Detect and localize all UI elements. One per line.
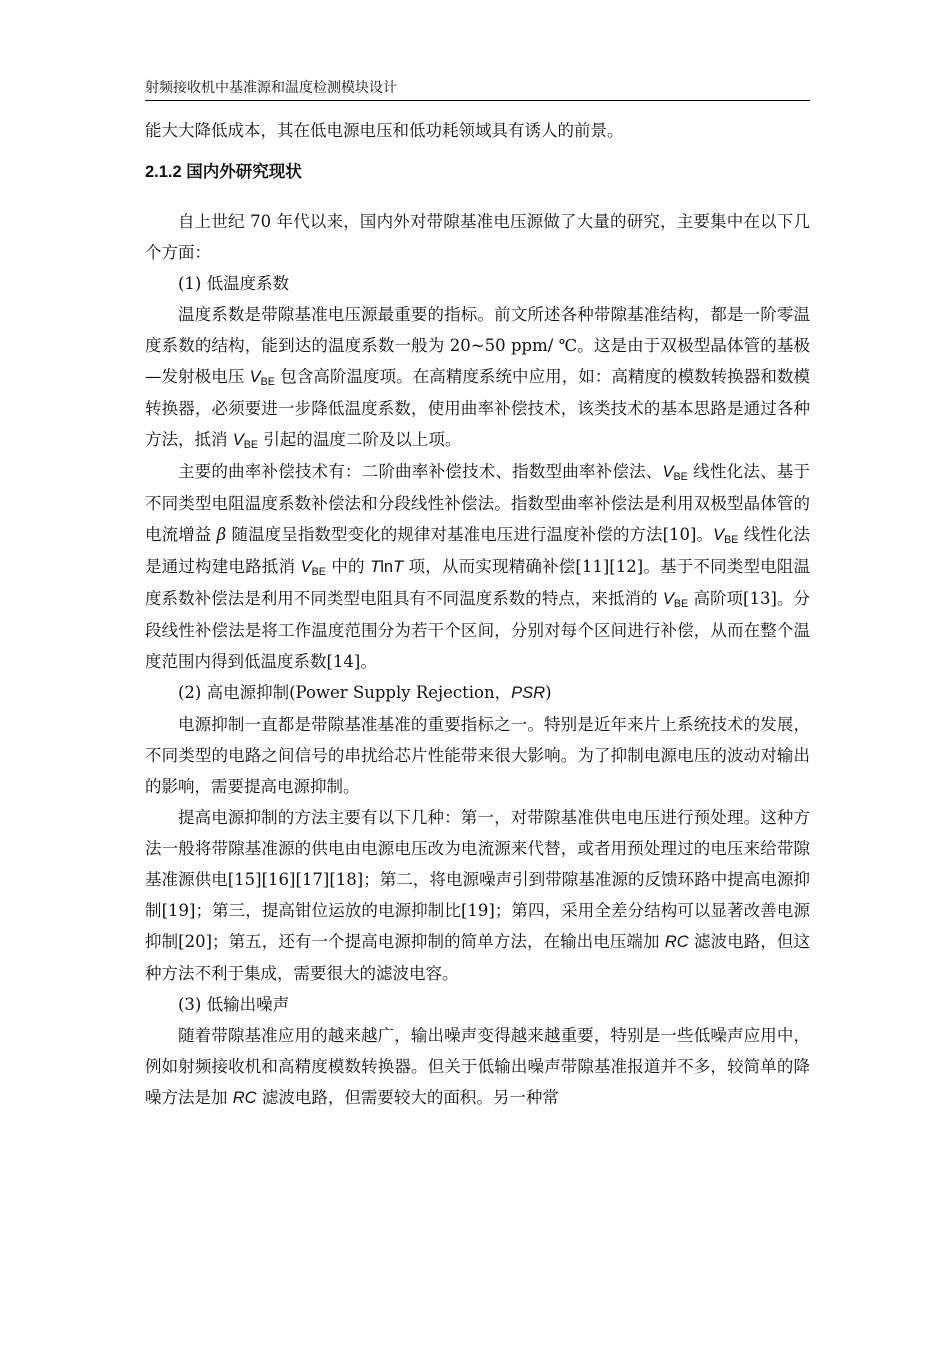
paragraph: 能大大降低成本，其在低电源电压和低功耗领域具有诱人的前景。 xyxy=(145,121,624,140)
list-heading: (1) 低温度系数 xyxy=(178,274,290,293)
paragraph: 随着带隙基准应用的越来越广，输出噪声变得越来越重要，特别是一些低噪声应用中，例如射频接收机和高精度模数转换器。但关于低输出噪声带隙基准报道并不多，较简单的降噪方法是加 RC 滤波电路，但需要较大的面积。另一种常 xyxy=(145,1026,810,1107)
body-text xyxy=(145,115,810,1114)
running-title: 射频接收机中基准源和温度检测模块设计 xyxy=(145,80,397,96)
paragraph: 自上世纪 70 年代以来，国内外对带隙基准电压源做了大量的研究，主要集中在以下几个方面： xyxy=(145,212,810,262)
paragraph: 提高电源抑制的方法主要有以下几种：第一，对带隙基准供电电压进行预处理。这种方法一般将带隙基准源的供电由电源电压改为电流源来代替，或者用预处理过的电压来给带隙基准源供电[15][16][17][18]；第二，将电源噪声引到带隙基准源的反馈环路中提高电源抑制[19]；第三，提高钳位运放的电源抑制比[19]；第四，采用全差分结构可以显著改善电源抑制[20]；第五，还有一个提高电源抑制的简单方法，在输出电压端加 RC 滤波电路，但这种方法不利于集成，需要很大的滤波电容。 xyxy=(145,808,810,983)
paragraph: 温度系数是带隙基准电压源最重要的指标。前文所述各种带隙基准结构，都是一阶零温度系数的结构，能到达的温度系数一般为 20~50 ppm/ ℃。这是由于双极型晶体管的基极—发射极电压 $V_{BE}$ 包含高阶温度项。在高精度系统中应用，如：高精度的模数转换器和数模转换器，必须要进一步降低温度系数，使用曲率补偿技术，该类技术的基本思路是通过各种方法，抵消 $V_{BE}$ 引起的温度二阶及以上项。 xyxy=(145,305,810,452)
page-header xyxy=(145,78,810,101)
paragraph: 主要的曲率补偿技术有：二阶曲率补偿技术、指数型曲率补偿法、$V_{BE}$ 线性化法、基于不同类型电阻温度系数补偿法和分段线性补偿法。指数型曲率补偿法是利用双极型晶体管的电流增益 β 随温度呈指数型变化的规律对基准电压进行温度补偿的方法[10]。$V_{BE}$ 线性化法是通过构建电路抵消 $V_{BE}$ 中的 TlnT 项，从而实现精确补偿[11][12]。基于不同类型电阻温度系数补偿法是利用不同类型电阻具有不同温度系数的特点，来抵消的 $V_{BE}$ 高阶项[13]。分段线性补偿法是将工作温度范围分为若干个区间，分别对每个区间进行补偿，从而在整个温度范围内得到低温度系数[14]。 xyxy=(145,462,811,671)
list-heading: (2) 高电源抑制(Power Supply Rejection，PSR) xyxy=(178,683,552,702)
paragraph: 电源抑制一直都是带隙基准基准的重要指标之一。特别是近年来片上系统技术的发展，不同类型的电路之间信号的串扰给芯片性能带来很大影响。为了抑制电源电压的波动对输出的影响，需要提高电源抑制。 xyxy=(145,715,810,796)
list-heading: (3) 低输出噪声 xyxy=(178,995,290,1014)
section-heading: 2.1.2 国内外研究现状 xyxy=(145,163,302,181)
